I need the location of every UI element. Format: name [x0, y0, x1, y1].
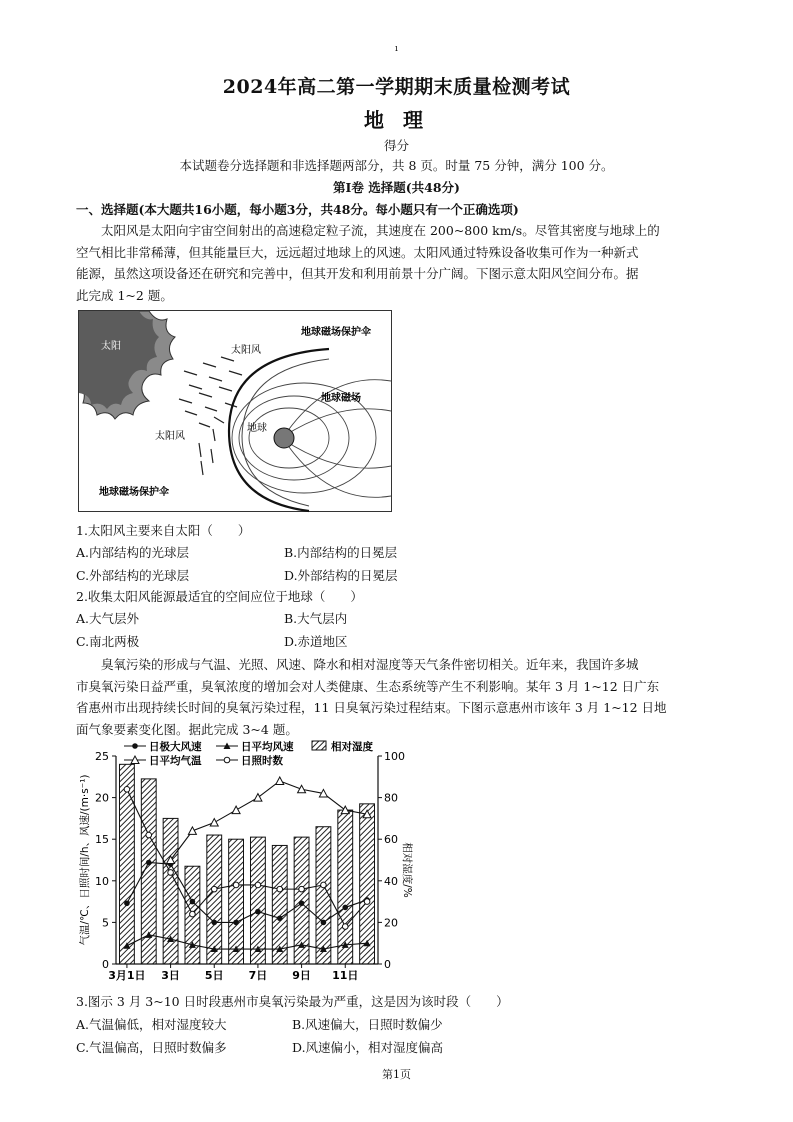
- passage-line: 空气相比非常稀薄，但其能量巨大，远远超过地球上的风速。太阳风通过特殊设备收集可作为一种新式: [76, 244, 639, 260]
- legend-label: 日平均风速: [241, 741, 294, 753]
- x-tick-label: 11日: [332, 969, 359, 982]
- legend-item: [124, 740, 202, 753]
- legend-label: 相对湿度: [331, 741, 373, 753]
- max-wind-point: [124, 900, 130, 906]
- passage-solar-wind: [76, 220, 716, 306]
- sunshine-point: [124, 786, 130, 792]
- sunshine-point: [255, 882, 261, 888]
- q2-option-c[interactable]: C.南北两极: [76, 634, 140, 649]
- max-wind-point: [299, 900, 305, 906]
- humidity-bar: [163, 818, 178, 964]
- max-wind-point: [321, 920, 327, 926]
- sun-label: 太阳: [101, 341, 121, 352]
- passage-line: 臭氧污染的形成与气温、光照、风速、降水和相对湿度等天气条件密切相关。近年来，我国许多城: [101, 657, 639, 672]
- magnetic-field-label: 地球磁场: [321, 393, 361, 404]
- legend-item: [216, 754, 283, 767]
- q1-option-b[interactable]: B.内部结构的日冕层: [284, 545, 398, 560]
- passage-ozone: [76, 654, 716, 740]
- passage-line: 此完成 1~2 题。: [76, 287, 173, 303]
- y-tick-label: 5: [102, 916, 109, 930]
- magnetic-field-lines: [232, 380, 391, 498]
- x-tick-label: 9日: [292, 969, 311, 982]
- passage-line: 省惠州市出现持续长时间的臭氧污染过程，11 日臭氧污染过程结束。下图示意惠州市该年 3 月 1~12 日地: [76, 700, 667, 715]
- sunshine-point: [168, 870, 174, 876]
- top-mark: ı: [395, 44, 398, 54]
- sunshine-point: [190, 911, 196, 917]
- q3-option-c[interactable]: C.气温偏高，日照时数偏多: [76, 1040, 227, 1055]
- max-wind-point: [342, 905, 348, 911]
- y2-tick-label: 40: [384, 874, 398, 888]
- solar-wind-diagram: [79, 311, 391, 511]
- y-tick-label: 20: [95, 791, 109, 805]
- legend-label: 日照时数: [241, 755, 283, 767]
- avg-temp-point: [254, 794, 262, 802]
- q2-option-a[interactable]: A.大气层外: [76, 611, 140, 626]
- sunshine-point: [342, 924, 348, 930]
- q1-option-c[interactable]: C.外部结构的光球层: [76, 568, 190, 583]
- q2-option-d[interactable]: D.赤道地区: [284, 634, 348, 649]
- q1-option-a[interactable]: A.内部结构的光球层: [76, 545, 190, 560]
- x-tick-label: 7日: [248, 969, 268, 982]
- y-tick-label: 25: [95, 750, 109, 763]
- y2-tick-label: 80: [384, 791, 398, 805]
- legend-item: [124, 754, 202, 767]
- passage-line: 能源，虽然这项设备还在研究和完善中，但其开发和利用前景十分广阔。下图示意太阳风空间分布。据: [76, 266, 639, 281]
- sunshine-point: [277, 886, 283, 892]
- q3-option-b[interactable]: B.风速偏大，日照时数偏少: [292, 1017, 443, 1032]
- question-3-stem: 3.图示 3 月 3~10 日时段惠州市臭氧污染最为严重，这是因为该时段（ ）: [76, 994, 509, 1009]
- umbrella-label-top: 地球磁场保护伞: [301, 327, 371, 338]
- legend-label: 日极大风速: [149, 741, 202, 753]
- earth-label: 地球: [247, 423, 267, 434]
- legend-swatch: [312, 741, 326, 750]
- weather-chart: [76, 740, 413, 988]
- section-title: 一、选择题(本大题共16小题，每小题3分，共48分。每小题只有一个正确选项): [76, 202, 519, 217]
- legend-item: [312, 740, 373, 753]
- avg-temp-point: [276, 777, 284, 785]
- y-tick-label: 0: [102, 958, 109, 971]
- sunshine-point: [321, 882, 327, 888]
- passage-line: 市臭氧污染日益严重，臭氧浓度的增加会对人类健康、生态系统等产生不利影响。某年 3 月 1~12 日广东: [76, 678, 660, 694]
- x-tick-label: 3月1日: [108, 969, 146, 982]
- question-2-stem: 2.收集太阳风能源最适宜的空间应位于地球（ ）: [76, 589, 363, 604]
- avg-temp-point: [210, 819, 218, 827]
- passage-line: 太阳风是太阳向宇宙空间射出的高速稳定粒子流，其速度在 200~800 km/s。尽管其密度与地球上的: [101, 223, 660, 238]
- max-wind-point: [233, 920, 239, 926]
- y2-tick-label: 100: [384, 750, 405, 763]
- y2-tick-label: 60: [384, 833, 398, 847]
- umbrella-label-bottom: 地球磁场保护伞: [99, 487, 169, 498]
- sunshine-point: [364, 899, 370, 905]
- y-tick-label: 15: [95, 833, 109, 847]
- solar-wind-figure: [78, 310, 392, 512]
- legend-item: [216, 740, 294, 753]
- q2-option-b[interactable]: B.大气层内: [284, 611, 348, 626]
- sunshine-point: [146, 832, 152, 838]
- exam-intro: 本试题卷分选择题和非选择题两部分，共 8 页。时量 75 分钟，满分 100 分。: [179, 158, 614, 173]
- humidity-bar: [207, 835, 222, 964]
- y-axis-label: 气温/℃、日照时间/h、风速/(m·s⁻¹): [79, 774, 91, 946]
- x-tick-label: 5日: [204, 969, 224, 982]
- q3-option-d[interactable]: D.风速偏小，相对湿度偏高: [292, 1040, 444, 1055]
- sunshine-point: [299, 886, 305, 892]
- page-number: 第1页: [382, 1068, 411, 1081]
- max-wind-point: [132, 743, 138, 749]
- humidity-bar: [250, 837, 265, 964]
- score-label: 得分: [383, 138, 409, 153]
- humidity-bar: [338, 810, 353, 964]
- max-wind-point: [211, 920, 217, 926]
- avg-temp-point: [298, 785, 306, 793]
- y2-tick-label: 0: [384, 958, 391, 971]
- max-wind-point: [190, 899, 196, 905]
- weather-chart-svg: [76, 740, 413, 988]
- sunshine-point: [233, 882, 239, 888]
- part-title: 第Ⅰ卷 选择题(共48分): [333, 180, 460, 195]
- q3-option-a[interactable]: A.气温偏低，相对湿度较大: [76, 1017, 227, 1032]
- y2-tick-label: 20: [384, 916, 398, 930]
- q1-option-d[interactable]: D.外部结构的日冕层: [284, 568, 398, 583]
- sunshine-point: [211, 886, 217, 892]
- x-tick-label: 3日: [161, 969, 180, 982]
- humidity-bar: [229, 839, 244, 964]
- subject-title: 地 理: [364, 108, 429, 132]
- avg-temp-point: [188, 827, 196, 835]
- sunshine-point: [224, 757, 230, 763]
- humidity-bar: [119, 764, 134, 964]
- passage-line: 面气象要素变化图。据此完成 3~4 题。: [76, 721, 298, 737]
- y2-axis-label: 相对湿度/%: [401, 842, 413, 898]
- question-1-stem: 1.太阳风主要来自太阳（ ）: [76, 523, 251, 538]
- y-tick-label: 10: [95, 874, 109, 888]
- page-title: 2024年高二第一学期期末质量检测考试: [222, 76, 571, 98]
- max-wind-point: [255, 909, 261, 915]
- legend-label: 日平均气温: [149, 755, 202, 767]
- max-wind-point: [146, 860, 152, 866]
- avg-temp-point: [232, 806, 240, 814]
- solar-wind-label-bottom: 太阳风: [155, 431, 185, 442]
- max-wind-point: [277, 915, 283, 921]
- solar-wind-label-top: 太阳风: [231, 345, 261, 356]
- earth-shape: [274, 428, 294, 448]
